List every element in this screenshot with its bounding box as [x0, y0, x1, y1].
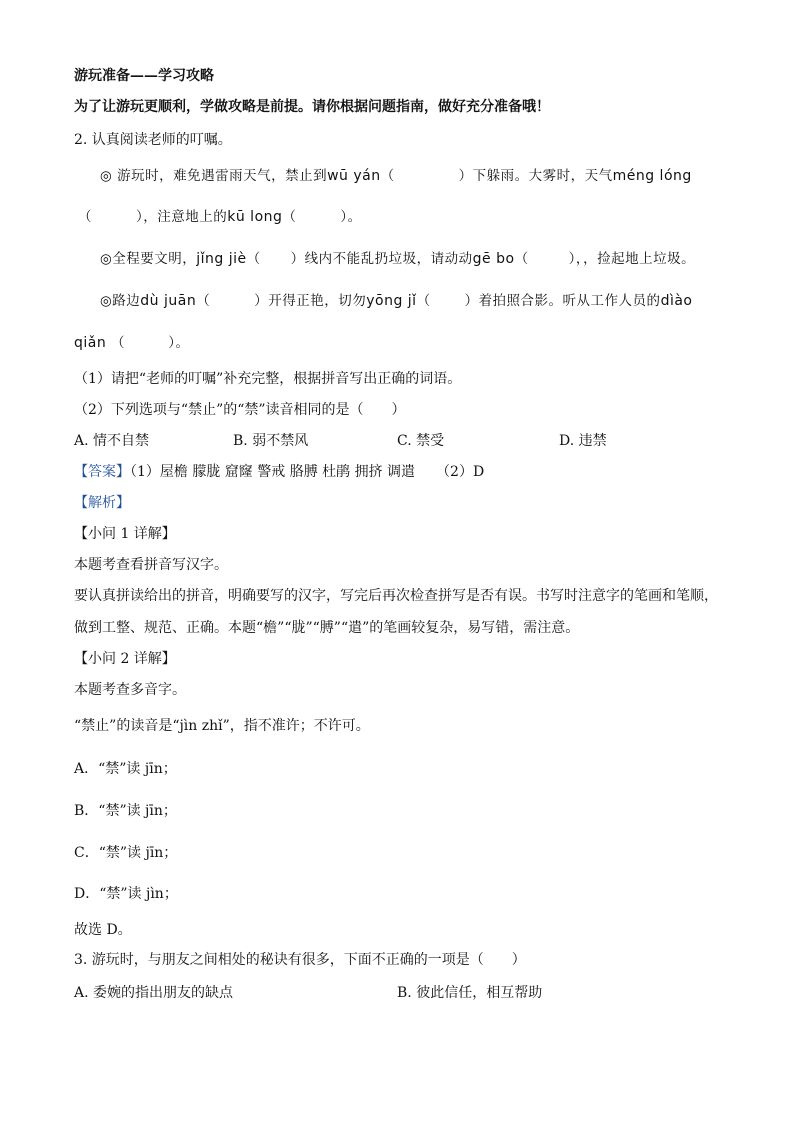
option-d: D. 违禁 — [559, 433, 607, 449]
sub-2-heading: 【小问 2 详解】 — [74, 651, 176, 667]
pinyin: jǐng jiè — [196, 251, 247, 267]
note-1-line-1: ◎ 游玩时，难免遇雷雨天气，禁止到wū yán（ ）下躲雨。大雾时，天气méng lóng — [100, 168, 692, 184]
q3-option-a: A. 委婉的指出朋友的缺点 — [74, 985, 234, 1001]
note-text: 。 — [175, 335, 190, 351]
note-text: 。 — [347, 209, 362, 225]
sub-1-para-2: 要认真拼读给出的拼音，明确要写的汉字，写完后再次检查拼写是否有误。书写时注意字的笔画和笔顺， — [74, 588, 718, 604]
note-text: 开得正艳，切勿 — [268, 293, 367, 309]
question-3-stem: 3. 游玩时，与朋友之间相处的秘诀有很多，下面不正确的一项是（ ） — [74, 952, 526, 968]
pinyin: yōng jǐ — [366, 293, 417, 309]
pinyin: qiǎn — [74, 335, 107, 351]
note-text: ◎路边 — [100, 293, 141, 309]
explain-d: D．“禁”读 jìn； — [74, 886, 178, 902]
section-title: 游玩准备——学习攻略 — [74, 68, 214, 84]
sub-question-1: （1）请把“老师的叮嘱”补充完整，根据拼音写出正确的词语。 — [74, 371, 462, 387]
note-text: ，捡起地上垃圾。 — [583, 251, 696, 267]
sub-1-heading: 【小问 1 详解】 — [74, 526, 176, 542]
pinyin: kū long — [227, 209, 283, 225]
pinyin: gē bo — [472, 251, 515, 267]
pinyin: méng lóng — [612, 168, 692, 184]
answer-line — [74, 462, 484, 482]
conclusion: 故选 D。 — [74, 922, 132, 938]
note-3-line-1: ◎路边dù juān（ ）开得正艳，切勿yōng jǐ（ ）着拍照合影。听从工作人员的dìào — [100, 293, 693, 309]
note-1-line-2: （ ），注意地上的kū long（ ）。 — [78, 209, 362, 225]
note-text: 着拍照合影。听从工作人员的 — [478, 293, 661, 309]
note-text: ◎ 游玩时，难免遇雷雨天气，禁止到 — [100, 168, 328, 184]
sub-2-para-2: “禁止”的读音是“jìn zhǐ”，指不准许；不许可。 — [74, 718, 370, 734]
option-a: A. 情不自禁 — [74, 433, 150, 449]
q3-option-b: B. 彼此信任，相互帮助 — [397, 985, 543, 1001]
pinyin: dù juān — [140, 293, 197, 309]
intro-text: 为了让游玩更顺利，学做攻略是前提。请你根据问题指南，做好充分准备哦！ — [74, 99, 550, 115]
pinyin: dìào — [660, 293, 693, 309]
note-text: 线内不能乱扔垃圾，请动动 — [304, 251, 473, 267]
note-text: 下躲雨。大雾时，天气 — [472, 168, 613, 184]
analysis-tag: 【解析】 — [74, 495, 130, 511]
sub-question-2: （2）下列选项与“禁止”的“禁”读音相同的是（ ） — [74, 402, 406, 418]
note-2: ◎全程要文明，jǐng jiè（ ）线内不能乱扔垃圾，请动动gē bo（ ），，捡起地上垃圾。 — [100, 251, 696, 267]
note-text: ◎全程要文明， — [100, 251, 197, 267]
sub-1-para-1: 本题考查看拼音写汉字。 — [74, 557, 228, 573]
sub-1-para-3: 做到工整、规范、正确。本题“檐”“胧”“膊”“遣”的笔画较复杂，易写错，需注意。 — [74, 620, 580, 636]
option-b: B. 弱不禁风 — [233, 433, 309, 449]
question-2-stem: 2. 认真阅读老师的叮嘱。 — [74, 132, 232, 148]
explain-b: B．“禁”读 jīn； — [74, 803, 177, 819]
note-3-line-2: qiǎn （ ）。 — [74, 335, 190, 351]
explain-c: C．“禁”读 jīn； — [74, 845, 178, 861]
explain-a: A．“禁”读 jīn； — [74, 761, 177, 777]
option-c: C. 禁受 — [397, 433, 445, 449]
pinyin: wū yán — [327, 168, 381, 184]
note-text: ，注意地上的 — [143, 209, 228, 225]
answer-tag: 【答案】 — [74, 464, 130, 480]
answer-text: （1）屋檐 朦胧 窟窿 警戒 胳膊 杜鹃 拥挤 调遣 （2）D — [130, 464, 485, 480]
sub-2-para-1: 本题考查多音字。 — [74, 682, 186, 698]
